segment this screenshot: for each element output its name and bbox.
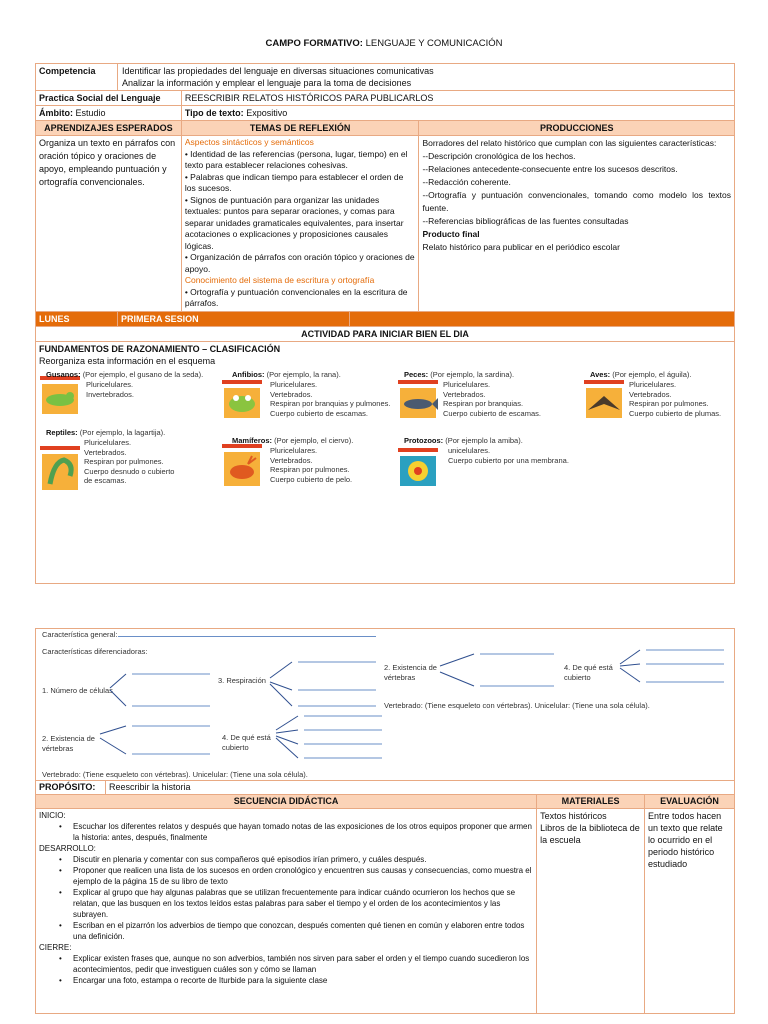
- animal-card-gusanos: Gusanos: (Por ejemplo, el gusano de la seda).: [46, 370, 204, 379]
- producto-final-text: Relato histórico para publicar en el periódico escolar: [422, 242, 620, 252]
- inicio-item: • Escuchar los diferentes relatos y después que hayan tomado notas de las exposiciones de los otros equipos proponer que armen la historia: antes, después, finalmente: [39, 821, 533, 843]
- schema-arrows: [0, 620, 768, 780]
- animal-trait: Respiran por pulmones.: [84, 457, 164, 466]
- animal-trait: Pluricelulares.: [270, 380, 318, 389]
- producciones-item: --Redacción coherente.: [422, 177, 511, 187]
- schema-general-label: Característica general:: [42, 630, 118, 639]
- evaluacion-header: EVALUACIÓN: [645, 795, 735, 809]
- secuencia-body: [36, 809, 537, 1014]
- ambito-cell: Ámbito: Estudio: [36, 106, 182, 121]
- animal-trait: Vertebrados.: [270, 455, 313, 465]
- tipo-texto-cell: Tipo de texto: Expositivo: [181, 106, 734, 121]
- producciones-item: --Ortografía y puntuación convencionales, tomando como modelo los textos fuente.: [422, 190, 731, 213]
- lizard-illustration: [40, 446, 80, 492]
- evaluacion-cell: Entre todos hacen un texto que relate lo ocurrido en el periodo histórico estudiado: [645, 809, 735, 1014]
- animal-trait: unicelulares.: [448, 446, 491, 455]
- temas-item: • Ortografía y puntuación convencionales en la escritura de párrafos.: [184, 286, 408, 308]
- materiales-header: MATERIALES: [537, 795, 645, 809]
- schema-note: Vertebrado: (Tiene esqueleto con vértebras). Unicelular: (Tiene una sola célula).: [384, 701, 650, 710]
- temas-item: • Palabras que indican tiempo para establecer el orden de los sucesos.: [184, 171, 404, 193]
- animal-trait: Cuerpo cubierto de escamas.: [270, 408, 368, 418]
- animal-trait: Pluricelulares.: [629, 380, 677, 389]
- animal-trait: Vertebrados.: [443, 389, 486, 399]
- animal-trait: Respiran por branquias.: [443, 399, 524, 408]
- eagle-illustration: [584, 380, 624, 420]
- secuencia-table: [35, 780, 735, 1014]
- animal-trait: Cuerpo desnudo o cubierto de escamas.: [84, 466, 175, 485]
- desarrollo-item: • Discutir en plenaria y comentar con sus compañeros qué episodios irían primero, y cuáles después.: [39, 854, 533, 865]
- animal-trait: Pluricelulares.: [270, 446, 318, 455]
- cierre-label: CIERRE:: [39, 943, 72, 952]
- fundamentos-heading: FUNDAMENTOS DE RAZONAMIENTO – CLASIFICACIÓN: [39, 343, 281, 354]
- schema-node-cubierto-2: 4. De qué está cubierto: [222, 733, 271, 752]
- competencia-line-2: Analizar la información y emplear el lenguaje para la toma de decisiones: [121, 78, 412, 88]
- producciones-intro: Borradores del relato histórico que cumplan con las siguientes características:: [422, 138, 717, 148]
- producciones-item: --Referencias bibliográficas de las fuentes consultadas: [422, 216, 629, 226]
- schema-node-cubierto: 4. De qué está cubierto: [564, 663, 613, 682]
- animal-card-aves: Aves: (Por ejemplo, el águila).: [590, 370, 692, 379]
- animal-trait: Invertebrados.: [86, 389, 134, 399]
- reorganiza-text: Reorganiza esta información en el esquema: [39, 355, 216, 366]
- temas-item: • Identidad de las referencias (persona, lugar, tiempo) en el texto para establecer relaciones cohesivas.: [184, 148, 408, 170]
- practica-label: Practica Social del Lenguaje: [36, 91, 182, 106]
- competencia-line-1: Identificar las propiedades del lenguaje en diversas situaciones comunicativas: [121, 66, 434, 76]
- animal-trait: Vertebrados.: [270, 389, 313, 399]
- temas-item: • Organización de párrafos con oración tópico y oraciones de apoyo.: [184, 252, 415, 274]
- document-title: CAMPO FORMATIVO: LENGUAJE Y COMUNICACIÓN: [265, 38, 503, 49]
- worm-illustration: [40, 376, 80, 416]
- material-item: Textos históricos: [540, 811, 607, 821]
- practica-value: REESCRIBIR RELATOS HISTÓRICOS PARA PUBLICARLOS: [181, 91, 734, 106]
- temas-item: • Signos de puntuación para organizar las unidades textuales: puntos para separar oraciones, y comas para separar unidades gramaticales equivalentes, para insertar acotaciones o explicaciones y proposiciones causales lógicas.: [184, 194, 404, 251]
- temas-heading-2: Conocimiento del sistema de escritura y ortografía: [184, 275, 375, 285]
- temas-header: TEMAS DE REFLEXIÓN: [181, 121, 419, 136]
- animal-trait: Respiran por pulmones.: [270, 465, 350, 474]
- producciones-item: --Relaciones antecedente-consecuente entre los sucesos descritos.: [422, 164, 678, 174]
- producciones-item: --Descripción cronológica de los hechos.: [422, 151, 576, 161]
- producto-final-label: Producto final: [422, 229, 480, 239]
- proposito-value: Reescribir la historia: [105, 781, 734, 795]
- animal-trait: Pluricelulares.: [86, 380, 134, 389]
- schema-node-vertebras-2: 2. Existencia de vértebras: [42, 734, 95, 753]
- inicio-label: INICIO:: [39, 811, 66, 820]
- schema-node-respiracion: 3. Respiración: [218, 676, 266, 685]
- animal-trait: Cuerpo cubierto de plumas.: [629, 408, 722, 418]
- animal-trait: Cuerpo cubierto de escamas.: [443, 408, 541, 418]
- aprendizajes-text: Organiza un texto en párrafos con oración tópico y oraciones de apoyo, empleando puntuación y ortografía convencionales.: [36, 136, 182, 312]
- temas-heading-1: Aspectos sintácticos y semánticos: [184, 137, 314, 147]
- session-day: LUNES: [36, 311, 118, 326]
- aprendizajes-header: APRENDIZAJES ESPERADOS: [36, 121, 182, 136]
- temas-cell: [181, 136, 419, 312]
- animal-trait: Pluricelulares.: [443, 380, 491, 389]
- cierre-item: • Explicar existen frases que, aunque no son adverbios, también nos sirven para saber el orden y el tiempo cuando sucedieron los acontecimientos, pedir que investiguen cuáles son y cómo se llaman: [39, 953, 533, 975]
- competencia-label: Competencia: [36, 64, 118, 91]
- schema-diferenciadoras-label: Características diferenciadoras:: [42, 647, 148, 656]
- secuencia-header: SECUENCIA DIDÁCTICA: [36, 795, 537, 809]
- deer-illustration: [222, 444, 262, 488]
- producciones-cell: [419, 136, 735, 312]
- frog-illustration: [222, 380, 262, 420]
- fish-illustration: [398, 380, 438, 420]
- schema-note-2: Vertebrado: (Tiene esqueleto con vértebras). Unicelular: (Tiene una sola célula).: [42, 770, 308, 779]
- producciones-header: PRODUCCIONES: [419, 121, 735, 136]
- material-item: Libros de la biblioteca de la escuela: [540, 823, 640, 845]
- amoeba-illustration: [398, 448, 438, 488]
- planning-table: [35, 63, 735, 584]
- schema-node-vertebras: 2. Existencia de vértebras: [384, 663, 437, 682]
- animal-trait: Respiran por branquias y pulmones.: [270, 399, 391, 408]
- animal-trait: Vertebrados.: [629, 389, 672, 399]
- animal-trait: Pluricelulares.: [84, 438, 132, 447]
- materiales-cell: [537, 809, 645, 1014]
- animal-card-peces: Peces: (Por ejemplo, la sardina).: [404, 370, 515, 379]
- animal-trait: Respiran por pulmones.: [629, 399, 709, 408]
- schema-node-celulas: 1. Número de células: [42, 686, 113, 695]
- animal-trait: Vertebrados.: [84, 447, 127, 457]
- animal-card-reptiles: Reptiles: (Por ejemplo, la lagartija).: [46, 428, 166, 437]
- animal-card-protozoos: Protozoos: (Por ejemplo la amiba).: [404, 436, 523, 445]
- cierre-item: • Encargar una foto, estampa o recorte de Iturbide para la siguiente clase: [39, 975, 533, 986]
- animal-card-anfibios: Anfibios: (Por ejemplo, la rana).: [232, 370, 341, 379]
- desarrollo-item: • Explicar al grupo que hay algunas palabras que se utilizan frecuentemente para indicar cuándo ocurrieron los hechos que se relatan, que las busquen en los textos leídos estas palabras para saber el tiempo y el orden de los acontecimientos y las subrayen.: [39, 887, 533, 920]
- desarrollo-label: DESARROLLO:: [39, 844, 96, 853]
- proposito-label: PROPÓSITO:: [36, 781, 106, 795]
- animal-trait: Cuerpo cubierto de pelo.: [270, 474, 353, 484]
- desarrollo-item: • Proponer que realicen una lista de los sucesos en orden cronológico y encuentren sus causas y consecuencias, como muestra el ejemplo de la página 15 de su libro de texto: [39, 865, 533, 887]
- animal-card-mamiferos: Mamíferos: (Por ejemplo, el ciervo).: [232, 436, 354, 445]
- animal-trait: Cuerpo cubierto por una membrana.: [448, 455, 569, 465]
- session-name: PRIMERA SESION: [117, 311, 349, 326]
- desarrollo-item: • Escriban en el pizarrón los adverbios de tiempo que conozcan, después comenten qué tienen en común y elaboren entre todos una definición.: [39, 920, 533, 942]
- actividad-heading: ACTIVIDAD PARA INICIAR BIEN EL DIA: [36, 326, 735, 341]
